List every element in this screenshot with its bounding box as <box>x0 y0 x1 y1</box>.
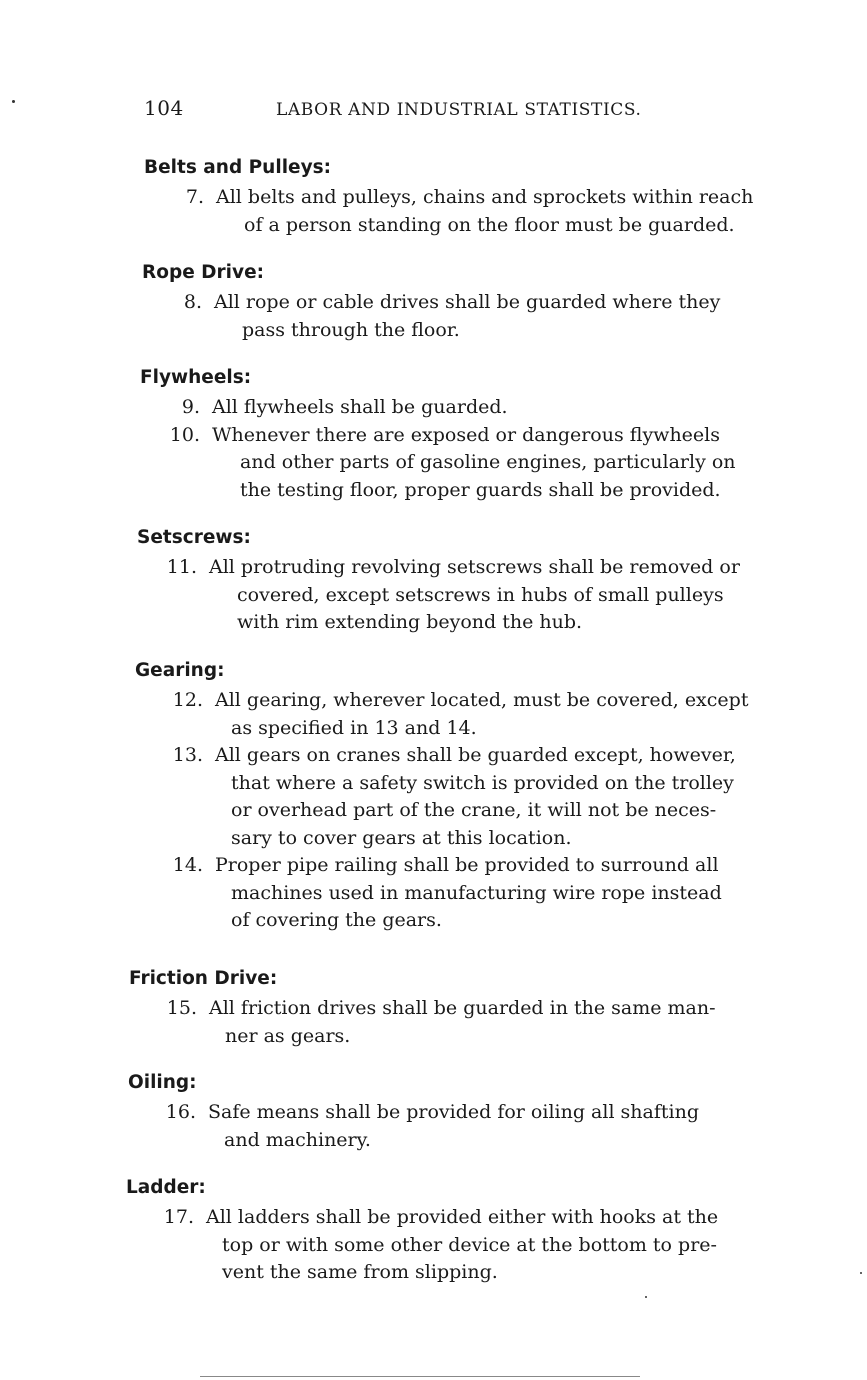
rule-number: 16. <box>165 1101 196 1123</box>
rule-item <box>163 742 815 852</box>
rule-item <box>164 184 824 239</box>
rule-text-line: Whenever there are exposed or dangerous flywheels <box>212 423 720 446</box>
rule-text-line: and other parts of gasoline engines, particularly on <box>240 451 736 473</box>
rule-text-line: with rim extending beyond the hub. <box>237 611 583 633</box>
section-ladder <box>126 1176 806 1287</box>
rule-text-line: All belts and pulleys, chains and sprockets within reach <box>216 186 754 208</box>
rule-text <box>154 1204 806 1287</box>
rule-number: 8. <box>183 291 202 313</box>
rule-text <box>163 742 815 852</box>
rule-text <box>157 995 809 1050</box>
rule-number: 13. <box>172 744 203 766</box>
rule-text-line: ner as gears. <box>225 1024 351 1047</box>
rule-item <box>156 1099 808 1154</box>
rule-text <box>157 554 817 637</box>
rule-item <box>160 422 820 505</box>
rule-text <box>163 852 815 935</box>
rule-text-line: Proper pipe railing shall be provided to surround all <box>215 854 719 876</box>
rule-number: 15. <box>166 997 197 1019</box>
section-oiling <box>128 1071 808 1154</box>
section-friction-drive <box>129 967 809 1050</box>
rule-text-line: of covering the gears. <box>231 909 442 931</box>
rule-text <box>162 289 822 344</box>
rule-text-line: that where a safety switch is provided on the trolley <box>231 771 734 794</box>
rule-text <box>160 394 820 422</box>
rule-text-line: machines used in manufacturing wire rope instead <box>231 881 722 904</box>
section-gearing <box>135 659 815 935</box>
running-head: LABOR AND INDUSTRIAL STATISTICS. <box>276 100 642 120</box>
rule-text <box>160 422 820 505</box>
rule-item <box>160 394 820 422</box>
rule-number: 12. <box>172 689 203 711</box>
rule-number: 17. <box>163 1206 194 1228</box>
rule-text-line: All protruding revolving setscrews shall be removed or <box>209 556 740 578</box>
section-heading: Ladder: <box>126 1177 206 1198</box>
rule-text-line: pass through the floor. <box>242 318 460 341</box>
scan-speck <box>860 1272 862 1274</box>
rule-text-line: All gears on cranes shall be guarded except, however, <box>215 744 736 766</box>
section-setscrews <box>137 526 817 637</box>
scan-speck <box>645 1296 647 1298</box>
rule-text-line: sary to cover gears at this location. <box>231 826 572 849</box>
section-heading: Oiling: <box>128 1072 197 1093</box>
rule-text-line: All ladders shall be provided either with hooks at the <box>206 1206 719 1228</box>
rule-text-line: top or with some other device at the bottom to pre- <box>222 1233 717 1256</box>
rule-text-line: as specified in 13 and 14. <box>231 716 477 739</box>
rule-item <box>157 554 817 637</box>
rule-number: 11. <box>166 556 197 578</box>
section-heading: Friction Drive: <box>129 968 278 989</box>
rule-text-line: All rope or cable drives shall be guarded where they <box>214 291 721 313</box>
section-belts-and-pulleys <box>144 156 824 239</box>
rule-text-line: All friction drives shall be guarded in the same man- <box>209 997 716 1019</box>
rule-number: 10. <box>169 423 200 446</box>
rule-text-line: covered, except setscrews in hubs of small pulleys <box>237 583 724 606</box>
rule-text <box>163 687 815 742</box>
bottom-edge-rule <box>200 1376 640 1377</box>
section-heading: Gearing: <box>135 660 225 681</box>
rule-text-line: Safe means shall be provided for oiling all shafting <box>208 1101 700 1123</box>
section-rope-drive <box>142 261 822 344</box>
rule-text-line: vent the same from slipping. <box>222 1261 498 1283</box>
scan-speck <box>12 100 15 103</box>
section-heading: Belts and Pulleys: <box>144 157 332 178</box>
section-flywheels <box>140 366 820 504</box>
rule-text <box>164 184 824 239</box>
rule-text-line: and machinery. <box>224 1128 371 1151</box>
rule-number: 9. <box>181 396 200 418</box>
rule-text-line: or overhead part of the crane, it will not be neces- <box>231 799 717 821</box>
rule-text-line: the testing floor, proper guards shall be provided. <box>240 478 721 501</box>
section-heading: Rope Drive: <box>142 262 265 283</box>
rule-text-line: All flywheels shall be guarded. <box>212 396 508 418</box>
section-heading: Flywheels: <box>140 367 252 388</box>
rule-item <box>157 995 809 1050</box>
rule-number: 14. <box>172 854 203 876</box>
rule-text <box>156 1099 808 1154</box>
rule-item <box>154 1204 806 1287</box>
rule-text-line: All gearing, wherever located, must be covered, except <box>215 689 749 711</box>
rule-text-line: of a person standing on the floor must be guarded. <box>244 213 735 236</box>
page-number: 104 <box>144 96 184 120</box>
rule-item <box>163 687 815 742</box>
rule-number: 7. <box>185 186 204 208</box>
rule-item <box>162 289 822 344</box>
rule-item <box>163 852 815 935</box>
page-header <box>144 96 684 126</box>
section-heading: Setscrews: <box>137 527 251 548</box>
